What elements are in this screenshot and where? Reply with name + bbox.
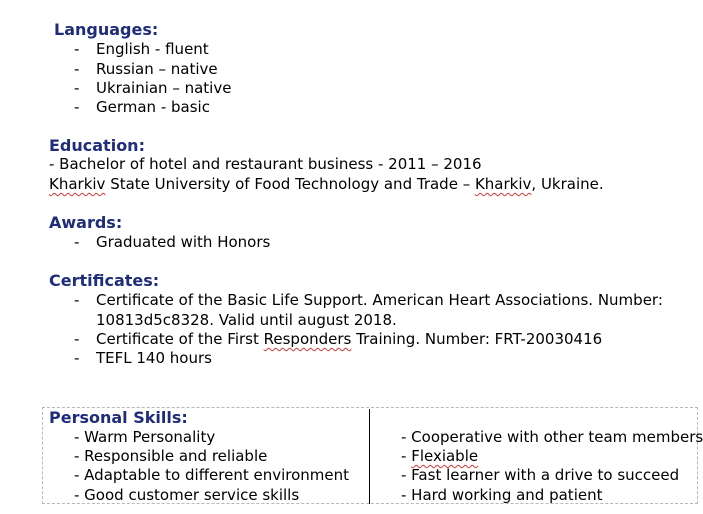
personal-skills-heading: Personal Skills: [49, 408, 188, 427]
certificate-text: Training. Number: FRT-20030416 [351, 330, 603, 348]
language-english: English - fluent [96, 40, 209, 58]
education-university-text: State University of Food Technology and Trade – [105, 175, 475, 193]
awards-heading: Awards: [49, 213, 123, 232]
certificate-tefl: TEFL 140 hours [96, 349, 212, 367]
skill-left-item: - Adaptable to different environment [74, 466, 350, 484]
bullet-dash: - [74, 98, 80, 116]
bullet-dash: - [74, 60, 80, 78]
skill-right-item: - Fast learner with a drive to succeed [401, 466, 680, 484]
language-ukrainian: Ukrainian – native [96, 79, 232, 97]
bullet-dash: - [74, 233, 80, 251]
award-item: Graduated with Honors [96, 233, 271, 251]
bullet-dash: - [74, 40, 80, 58]
education-heading: Education: [49, 136, 145, 155]
certificate-text: Certificate of the First [96, 330, 264, 348]
spell-flagged-word: Responders [263, 330, 352, 348]
spell-flagged-word: Kharkiv [474, 175, 532, 193]
table-column-divider [369, 409, 370, 504]
language-russian: Russian – native [96, 60, 218, 78]
education-degree: - Bachelor of hotel and restaurant business - 2011 – 2016 [49, 155, 482, 173]
education-university [49, 175, 604, 193]
bullet-dash: - [74, 330, 80, 348]
language-german: German - basic [96, 98, 210, 116]
languages-heading: Languages: [54, 20, 159, 39]
certificate-bls-line2: 10813d5c8328. Valid until august 2018. [96, 311, 397, 329]
education-country: , Ukraine. [531, 175, 604, 193]
bullet-dash: - [74, 349, 80, 367]
skill-left-item: - Good customer service skills [74, 486, 300, 504]
spell-flagged-word: Kharkiv [49, 175, 106, 193]
skill-left-item: - Warm Personality [74, 428, 216, 446]
bullet-dash: - [74, 79, 80, 97]
certificates-heading: Certificates: [49, 271, 160, 290]
certificate-first-responders [96, 330, 602, 348]
bullet-dash: - [74, 291, 80, 309]
certificate-bls-line1: Certificate of the Basic Life Support. American Heart Associations. Number: [96, 291, 663, 309]
skill-left-item: - Responsible and reliable [74, 447, 268, 465]
skill-right-item [401, 447, 478, 465]
spell-flagged-word: Flexiable [411, 447, 479, 465]
skill-dash: - [401, 447, 412, 465]
skill-right-item: - Hard working and patient [401, 486, 603, 504]
skill-right-item: - Cooperative with other team members [401, 428, 703, 446]
